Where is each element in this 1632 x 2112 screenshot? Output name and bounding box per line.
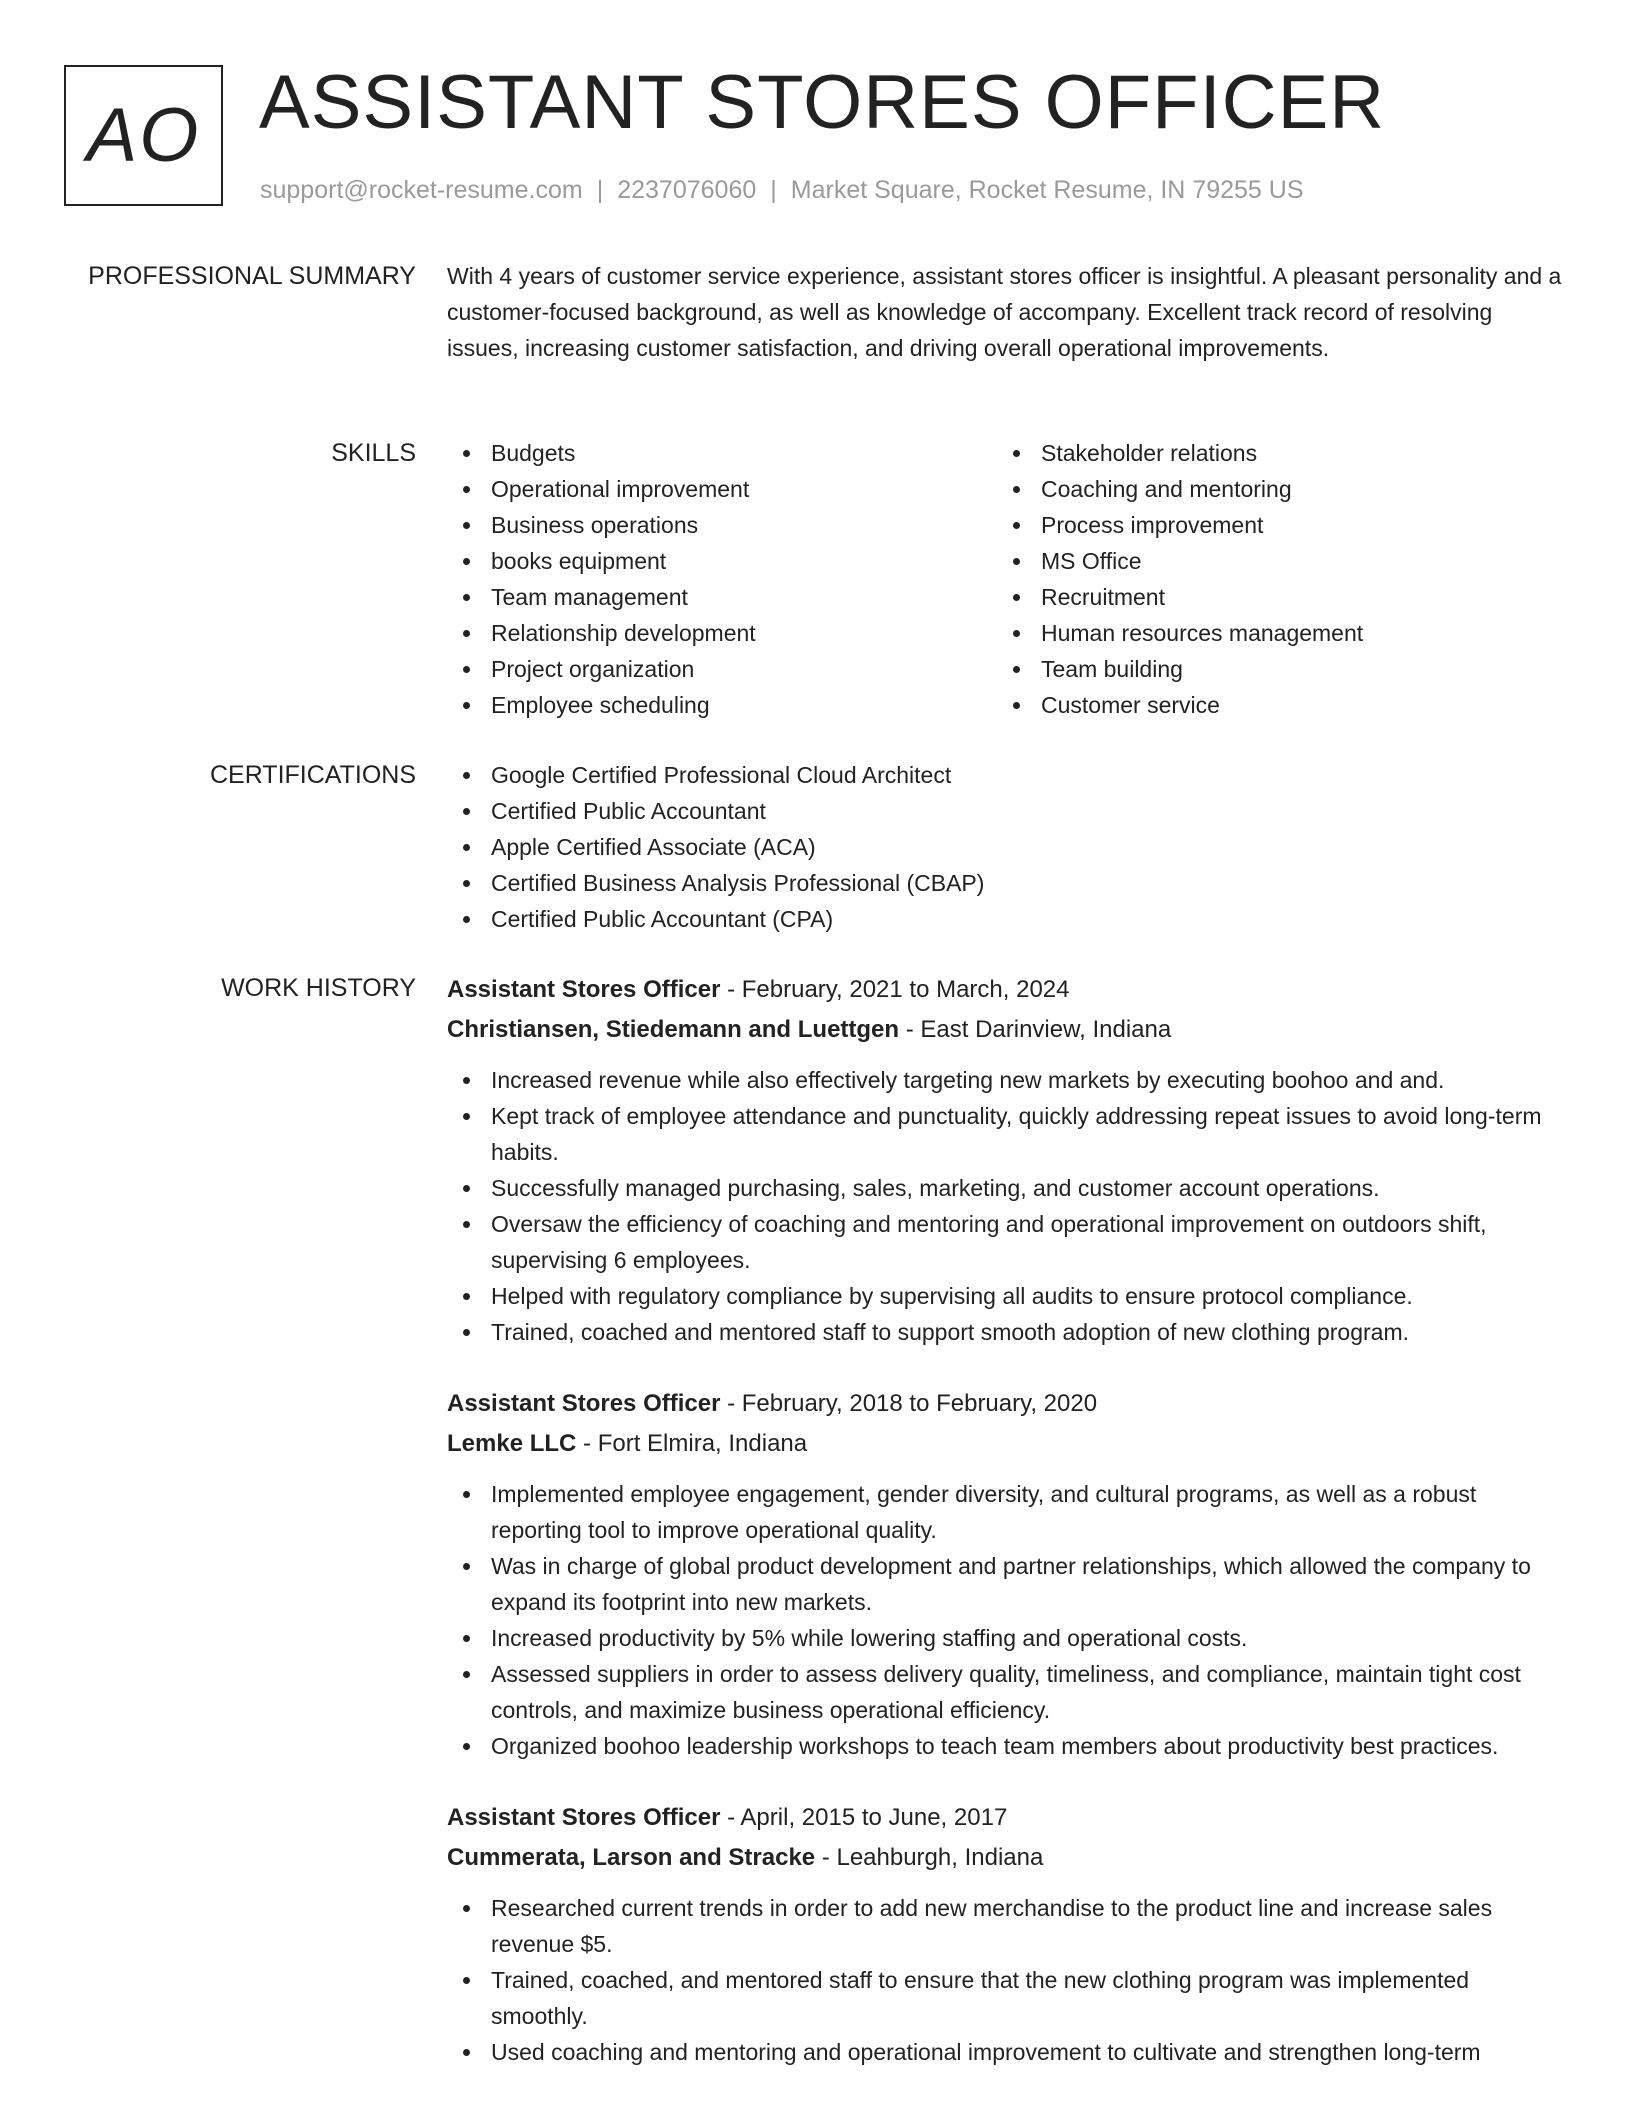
skill-item: MS Office [997,543,1547,579]
job-company-line [447,1010,1567,1050]
certification-item: Google Certified Professional Cloud Architect [447,757,1567,793]
job-bullet: Increased productivity by 5% while lowering staffing and operational costs. [447,1620,1567,1656]
job-company: Cummerata, Larson and Stracke [447,1844,816,1871]
contact-separator: | [770,176,777,204]
contact-separator: | [596,176,604,204]
skill-item: Employee scheduling [447,687,997,723]
job-location: - East Darinview, Indiana [899,1016,1172,1043]
skill-item: Stakeholder relations [997,435,1547,471]
skill-item: Human resources management [997,615,1547,651]
job-company: Lemke LLC [447,1430,577,1457]
job-company-line [447,1838,1567,1878]
job-bullet: Kept track of employee attendance and punctuality, quickly addressing repeat issues to avoid long-term habits. [447,1098,1567,1170]
certification-item: Certified Public Accountant (CPA) [447,901,1567,937]
summary-text: With 4 years of customer service experience, assistant stores officer is insightful. A pleasant personality and a customer-focused background, as well as knowledge of accompany. Excellent track record of resolving issues, increasing customer satisfaction, and driving overall operational improvements. [447,263,1562,361]
job-bullet: Implemented employee engagement, gender diversity, and cultural programs, as well as a robust reporting tool to improve operational quality. [447,1476,1567,1548]
job-bullet: Trained, coached and mentored staff to support smooth adoption of new clothing program. [447,1314,1567,1350]
skill-item: Business operations [447,507,997,543]
skill-item: books equipment [447,543,997,579]
job-bullet: Assessed suppliers in order to assess delivery quality, timeliness, and compliance, maintain tight cost controls, and maximize business operational efficiency. [447,1656,1567,1728]
skill-item: Customer service [997,687,1547,723]
section-label-summary: PROFESSIONAL SUMMARY [88,262,416,290]
job-title-line [447,1384,1567,1424]
job-dates: - April, 2015 to June, 2017 [720,1804,1008,1831]
job-location: - Leahburgh, Indiana [815,1844,1044,1871]
job-company-line [447,1424,1567,1464]
job-title: Assistant Stores Officer [447,1804,721,1831]
job-location: - Fort Elmira, Indiana [576,1430,808,1457]
monogram-initials: AO [86,93,201,178]
job-company: Christiansen, Stiedemann and Luettgen [447,1016,900,1043]
skills-list-right [997,435,1547,723]
skill-item: Relationship development [447,615,997,651]
job-entry [447,970,1567,1350]
job-dates: - February, 2021 to March, 2024 [720,976,1070,1003]
skill-item: Process improvement [997,507,1547,543]
job-title: Assistant Stores Officer [447,976,721,1003]
job-bullet: Helped with regulatory compliance by supervising all audits to ensure protocol compliance. [447,1278,1567,1314]
job-title: Assistant Stores Officer [447,1390,721,1417]
certifications-list [447,757,1567,937]
skill-item: Team management [447,579,997,615]
monogram-box [64,65,223,206]
job-title-line [447,1798,1567,1838]
job-bullets [447,1476,1567,1764]
skill-item: Project organization [447,651,997,687]
skill-item: Coaching and mentoring [997,471,1547,507]
job-bullet: Organized boohoo leadership workshops to teach team members about productivity best practices. [447,1728,1567,1764]
job-bullets [447,1062,1567,1350]
certification-item: Apple Certified Associate (ACA) [447,829,1567,865]
job-bullet: Was in charge of global product development and partner relationships, which allowed the company to expand its footprint into new markets. [447,1548,1567,1620]
job-dates: - February, 2018 to February, 2020 [720,1390,1098,1417]
job-bullet: Trained, coached, and mentored staff to ensure that the new clothing program was implemented smoothly. [447,1962,1567,2034]
section-label-work-history: WORK HISTORY [221,974,416,1002]
skill-item: Operational improvement [447,471,997,507]
contact-email: support@rocket-resume.com [260,176,583,204]
skill-item: Team building [997,651,1547,687]
contact-address: Market Square, Rocket Resume, IN 79255 US [790,176,1304,204]
job-title-line [447,970,1567,1010]
section-label-certifications: CERTIFICATIONS [209,761,416,789]
job-bullet: Oversaw the efficiency of coaching and mentoring and operational improvement on outdoors shift, supervising 6 employees. [447,1206,1567,1278]
resume-title: ASSISTANT STORES OFFICER [259,60,1386,145]
skill-item: Budgets [447,435,997,471]
contact-phone: 2237076060 [617,176,757,204]
job-entry [447,1798,1567,2070]
job-bullet: Increased revenue while also effectively targeting new markets by executing boohoo and and. [447,1062,1567,1098]
job-entry [447,1384,1567,1764]
skills-list-left [447,435,997,723]
contact-line [260,174,1304,206]
job-bullet: Successfully managed purchasing, sales, marketing, and customer account operations. [447,1170,1567,1206]
job-bullet: Researched current trends in order to add new merchandise to the product line and increase sales revenue $5. [447,1890,1567,1962]
certification-item: Certified Public Accountant [447,793,1567,829]
job-bullets [447,1890,1567,2070]
section-label-skills: SKILLS [331,439,416,467]
job-bullet: Used coaching and mentoring and operational improvement to cultivate and strengthen long-term [447,2034,1567,2070]
certification-item: Certified Business Analysis Professional (CBAP) [447,865,1567,901]
skill-item: Recruitment [997,579,1547,615]
